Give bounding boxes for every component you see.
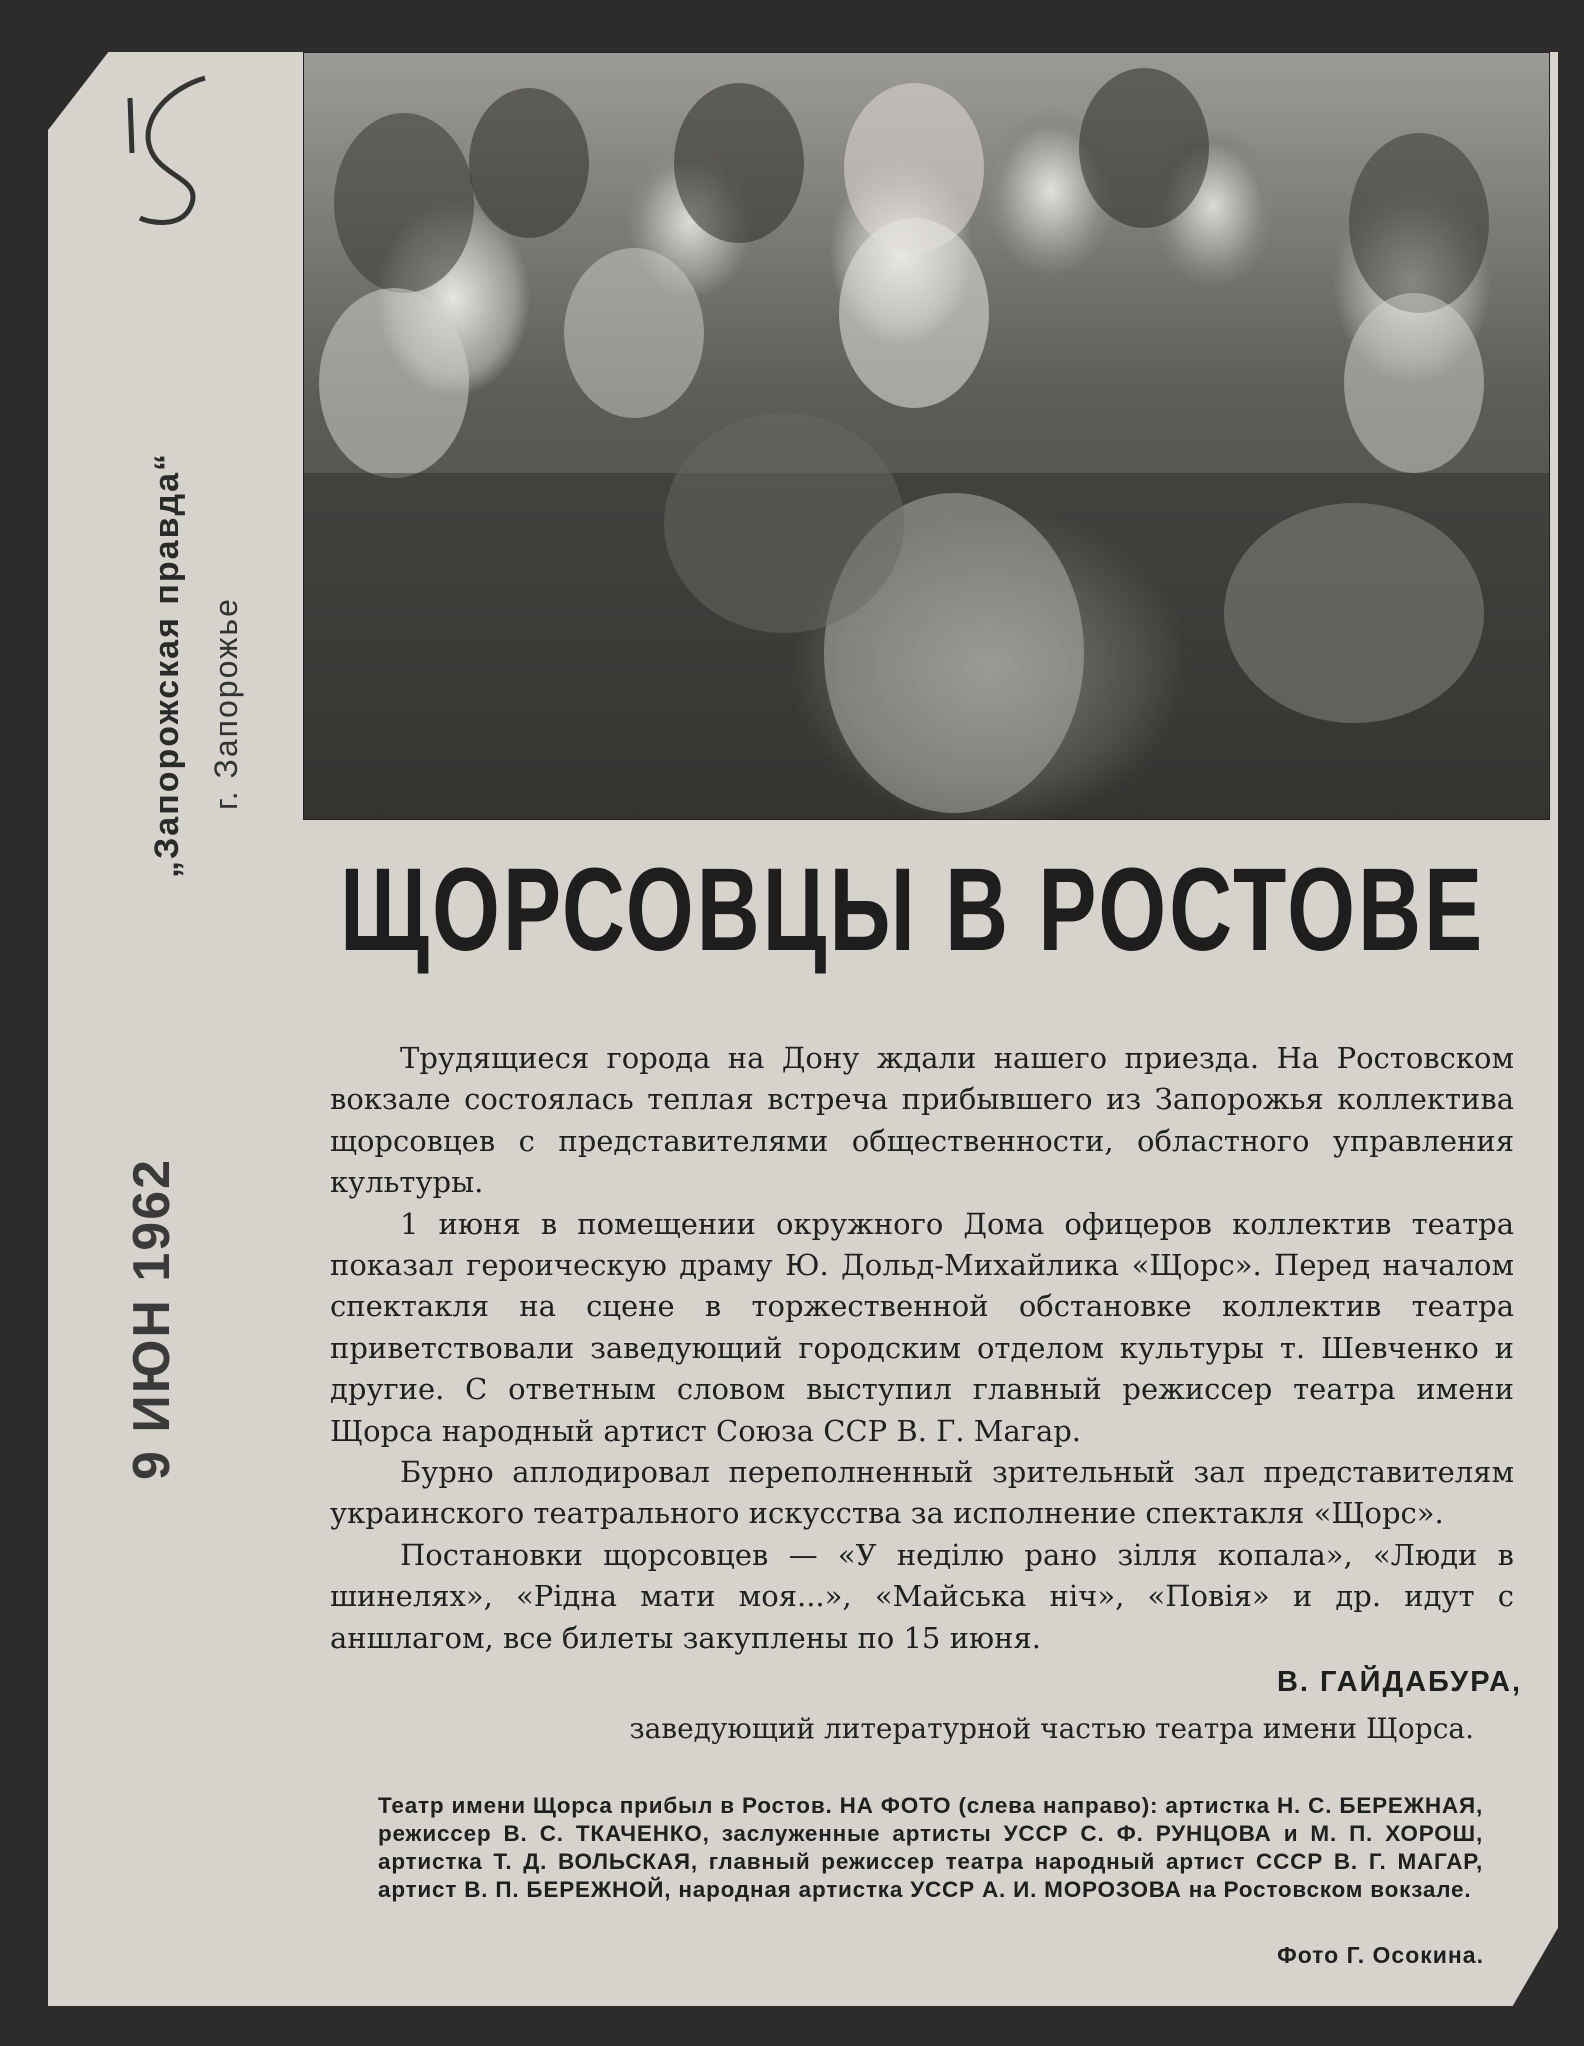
newspaper-name: „Запорожская правда“ bbox=[148, 452, 186, 878]
paragraph: Бурно аплодировал переполненный зрительный зал представителям украинского театрального искусства за исполнение спектакля «Щорс». bbox=[330, 1455, 1514, 1531]
group-photo bbox=[303, 52, 1550, 820]
date-stamp: 9 ИЮН 1962 bbox=[123, 1157, 181, 1480]
author-position: заведующий литературной частью театра имени Щорса. bbox=[629, 1712, 1474, 1745]
headline: ЩОРСОВЦЫ В РОСТОВЕ bbox=[340, 844, 1486, 976]
photo-figures bbox=[304, 53, 1549, 819]
handwritten-number-mark bbox=[110, 58, 230, 238]
photo-caption: Театр имени Щорса прибыл в Ростов. НА ФОТО (слева направо): артистка Н. С. БЕРЕЖНАЯ, режиссер В. С. ТКАЧЕНКО, заслуженные артисты УССР С. Ф. РУНЦОВА и М. П. ХОРОШ, артистка Т. Д. ВОЛЬСКАЯ, главный режиссер театра народный артист СССР В. Г. МАГАР, артист В. П. БЕРЕЖНОЙ, народная артистка УССР А. И. МОРОЗОВА на Ростовском вокзале. bbox=[378, 1793, 1483, 1902]
paragraph: Трудящиеся города на Дону ждали нашего приезда. На Ростовском вокзале состоялась теплая встреча прибывшего из Запорожья коллектива щорсовцев с представителями общественности, областного управления культуры. bbox=[330, 1041, 1514, 1200]
author-signature: В. ГАЙДАБУРА, bbox=[1276, 1666, 1522, 1698]
article-body bbox=[330, 1038, 1514, 1659]
photo-credit: Фото Г. Осокина. bbox=[1277, 1942, 1484, 1968]
paragraph: Постановки щорсовцев — «У неділю рано зілля копала», «Люди в шинелях», «Рідна мати моя...», «Майська ніч», «Повія» и др. идут с аншлагом, все билеты закуплены по 15 июня. bbox=[330, 1537, 1514, 1655]
paragraph: 1 июня в помещении окружного Дома офицеров коллектив театра показал героическую драму Ю. Дольд-Михайлика «Щорс». Перед началом спектакля на сцене в торжественной обстановке коллектив театра приветствовали заведующий городским отделом культуры т. Шевченко и другие. С ответным словом выступил главный режиссер театра имени Щорса народный артист Союза ССР В. Г. Магар. bbox=[330, 1206, 1514, 1448]
city-name: г. Запорожье bbox=[208, 597, 244, 810]
